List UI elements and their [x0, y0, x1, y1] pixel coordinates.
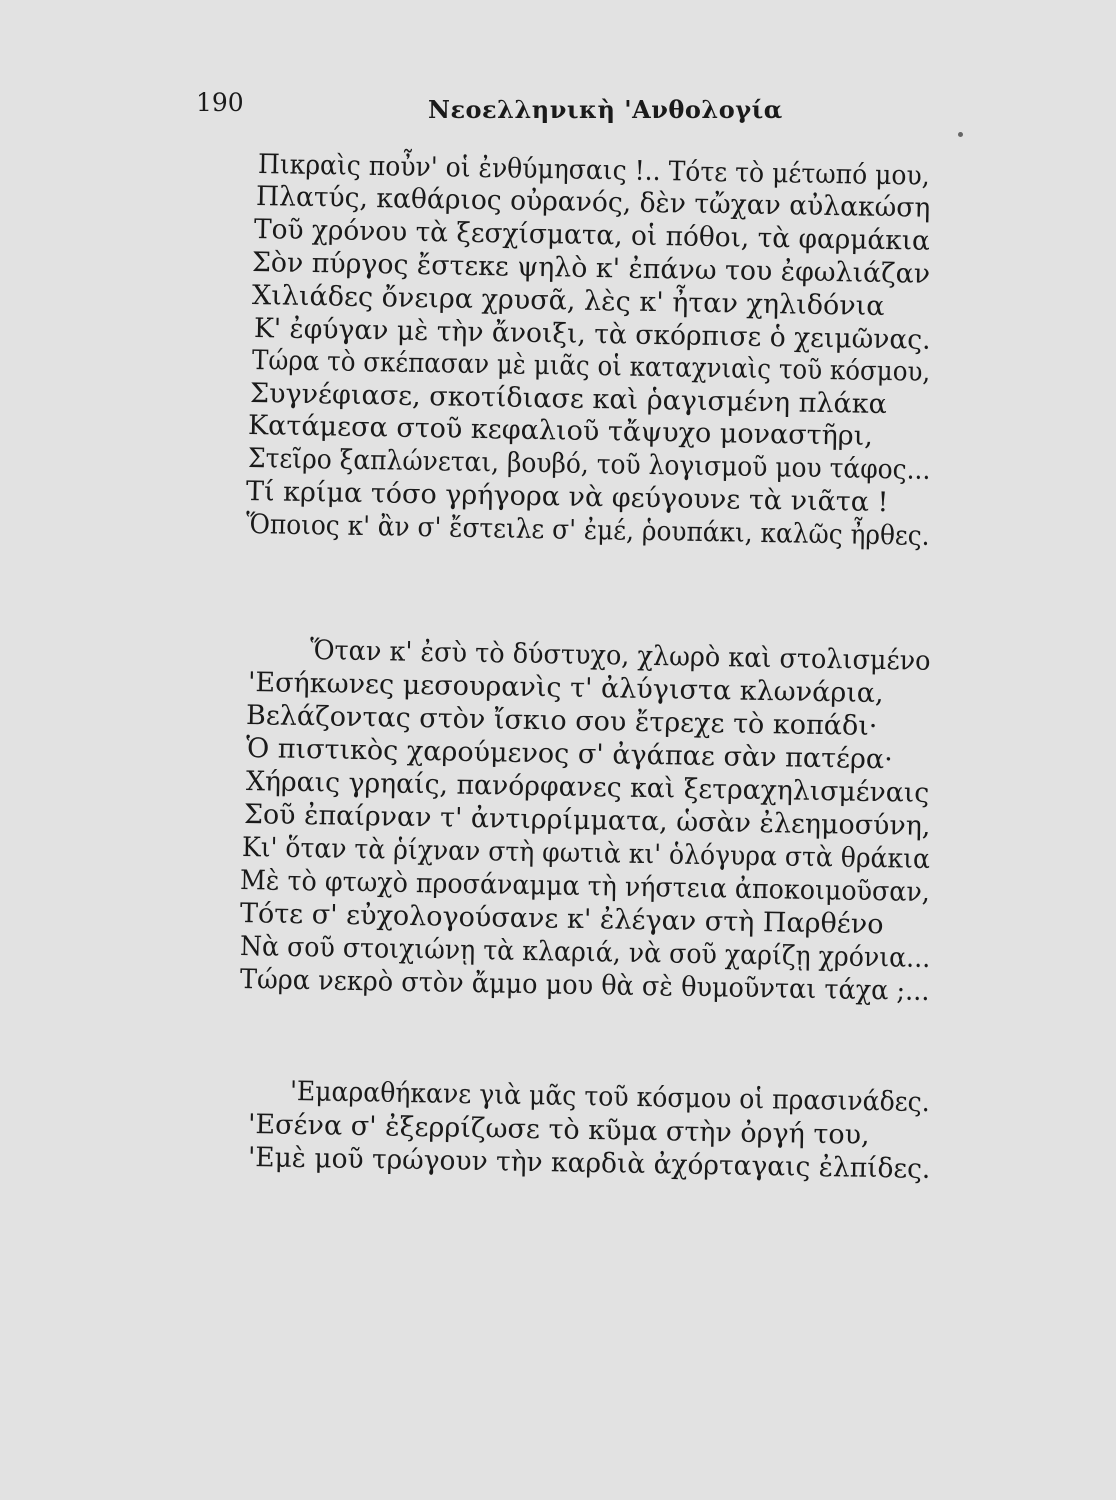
poem-line: 'Εμὲ μοῦ τρώγουν τὴν καρδιὰ ἀχόρταγαις ἐλπίδες. [247, 1142, 931, 1185]
page-number: 190 [196, 88, 244, 117]
poem-line: Χήραις γρηαίς, πανόρφανες καὶ ξετραχηλισμέναις [245, 766, 930, 809]
poem-line: Κ' ἐφύγαν μὲ τὴν ἄνοιξι, τὰ σκόρπισε ὁ χειμῶνας. [253, 313, 931, 356]
poem-line: Ὁ πιστικὸς χαρούμενος σ' ἀγάπαε σὰν πατέρα· [245, 733, 893, 776]
poem-line: Συγνέφιασε, σκοτίδιασε καὶ ῥαγισμένη πλάκα [249, 378, 888, 421]
poem-line: Ὅταν κ' ἐσὺ τὸ δύστυχο, χλωρὸ καὶ στολισμένο [309, 635, 931, 677]
poem-line: Πλατύς, καθάριος οὐρανός, δὲν τὤχαν αὐλακώση [255, 181, 931, 224]
poem-line: Σὸν πύργος ἔστεκε ψηλὸ κ' ἐπάνω του ἐφωλιάζαν [251, 247, 931, 290]
poem-line: Σοῦ ἐπαίρναν τ' ἀντιρρίμματα, ὡσὰν ἐλεημοσύνη, [243, 799, 931, 842]
poem-line: Κατάμεσα στοῦ κεφαλιοῦ τἄψυχο μοναστῆρι, [247, 410, 874, 452]
running-title: Νεοελληνικὴ 'Ανθολογία [428, 95, 783, 124]
poem-line: Τότε σ' εὐχολογούσανε κ' ἐλέγαν στὴ Παρθένο [239, 898, 884, 941]
poem-line: Ὅποιος κ' ἂν σ' ἔστειλε σ' ἐμέ, ῥουπάκι, καλῶς ἦρθες. [245, 509, 930, 552]
poem-line: Χιλιάδες ὄνειρα χρυσᾶ, λὲς κ' ἦταν χηλιδόνια [251, 280, 885, 323]
poem-line: 'Εσήκωνες μεσουρανὶς τ' ἀλύγιστα κλωνάρια, [247, 667, 884, 710]
poem-line: Πικραὶς ποὖν' οἱ ἐνθύμησαις !.. Τότε τὸ μέτωπό μου, [257, 149, 930, 192]
poem-line: Νὰ σοῦ στοιχιώνῃ τὰ κλαριά, νὰ σοῦ χαρίζῃ χρόνια... [239, 931, 931, 975]
ink-speck [958, 132, 963, 137]
poem-line: Τώρα νεκρὸ στὸν ἄμμο μου θὰ σὲ θυμοῦνται τάχα ;... [239, 964, 930, 1008]
poem-line: Βελάζοντας στὸν ἴσκιο σου ἔτρεχε τὸ κοπάδι· [245, 700, 878, 743]
poem-line: Μὲ τὸ φτωχὸ προσάναμμα τὴ νήστεια ἀποκοιμοῦσαν, [239, 865, 931, 909]
poem-line: Τί κρίμα τόσο γρήγορα νὰ φεύγουνε τὰ νιᾶτα ! [245, 476, 889, 519]
poem-line: Τώρα τὸ σκέπασαν μὲ μιᾶς οἱ καταχνιαὶς τοῦ κόσμου, [251, 345, 931, 388]
poem-line: 'Εμαραθήκανε γιὰ μᾶς τοῦ κόσμου οἱ πρασινάδες. [289, 1076, 931, 1119]
poem-line: Κι' ὅταν τὰ ῥίχναν στὴ φωτιὰ κι' ὁλόγυρα στὰ θράκια [241, 832, 931, 876]
poem-line: Στεῖρο ξαπλώνεται, βουβό, τοῦ λογισμοῦ μου τάφος... [247, 443, 931, 486]
poem-line: Τοῦ χρόνου τὰ ξεσχίσματα, οἱ πόθοι, τὰ φαρμάκια [253, 214, 931, 257]
poem-line: 'Εσένα σ' ἐξερρίζωσε τὸ κῦμα στὴν ὀργή του, [247, 1109, 870, 1151]
